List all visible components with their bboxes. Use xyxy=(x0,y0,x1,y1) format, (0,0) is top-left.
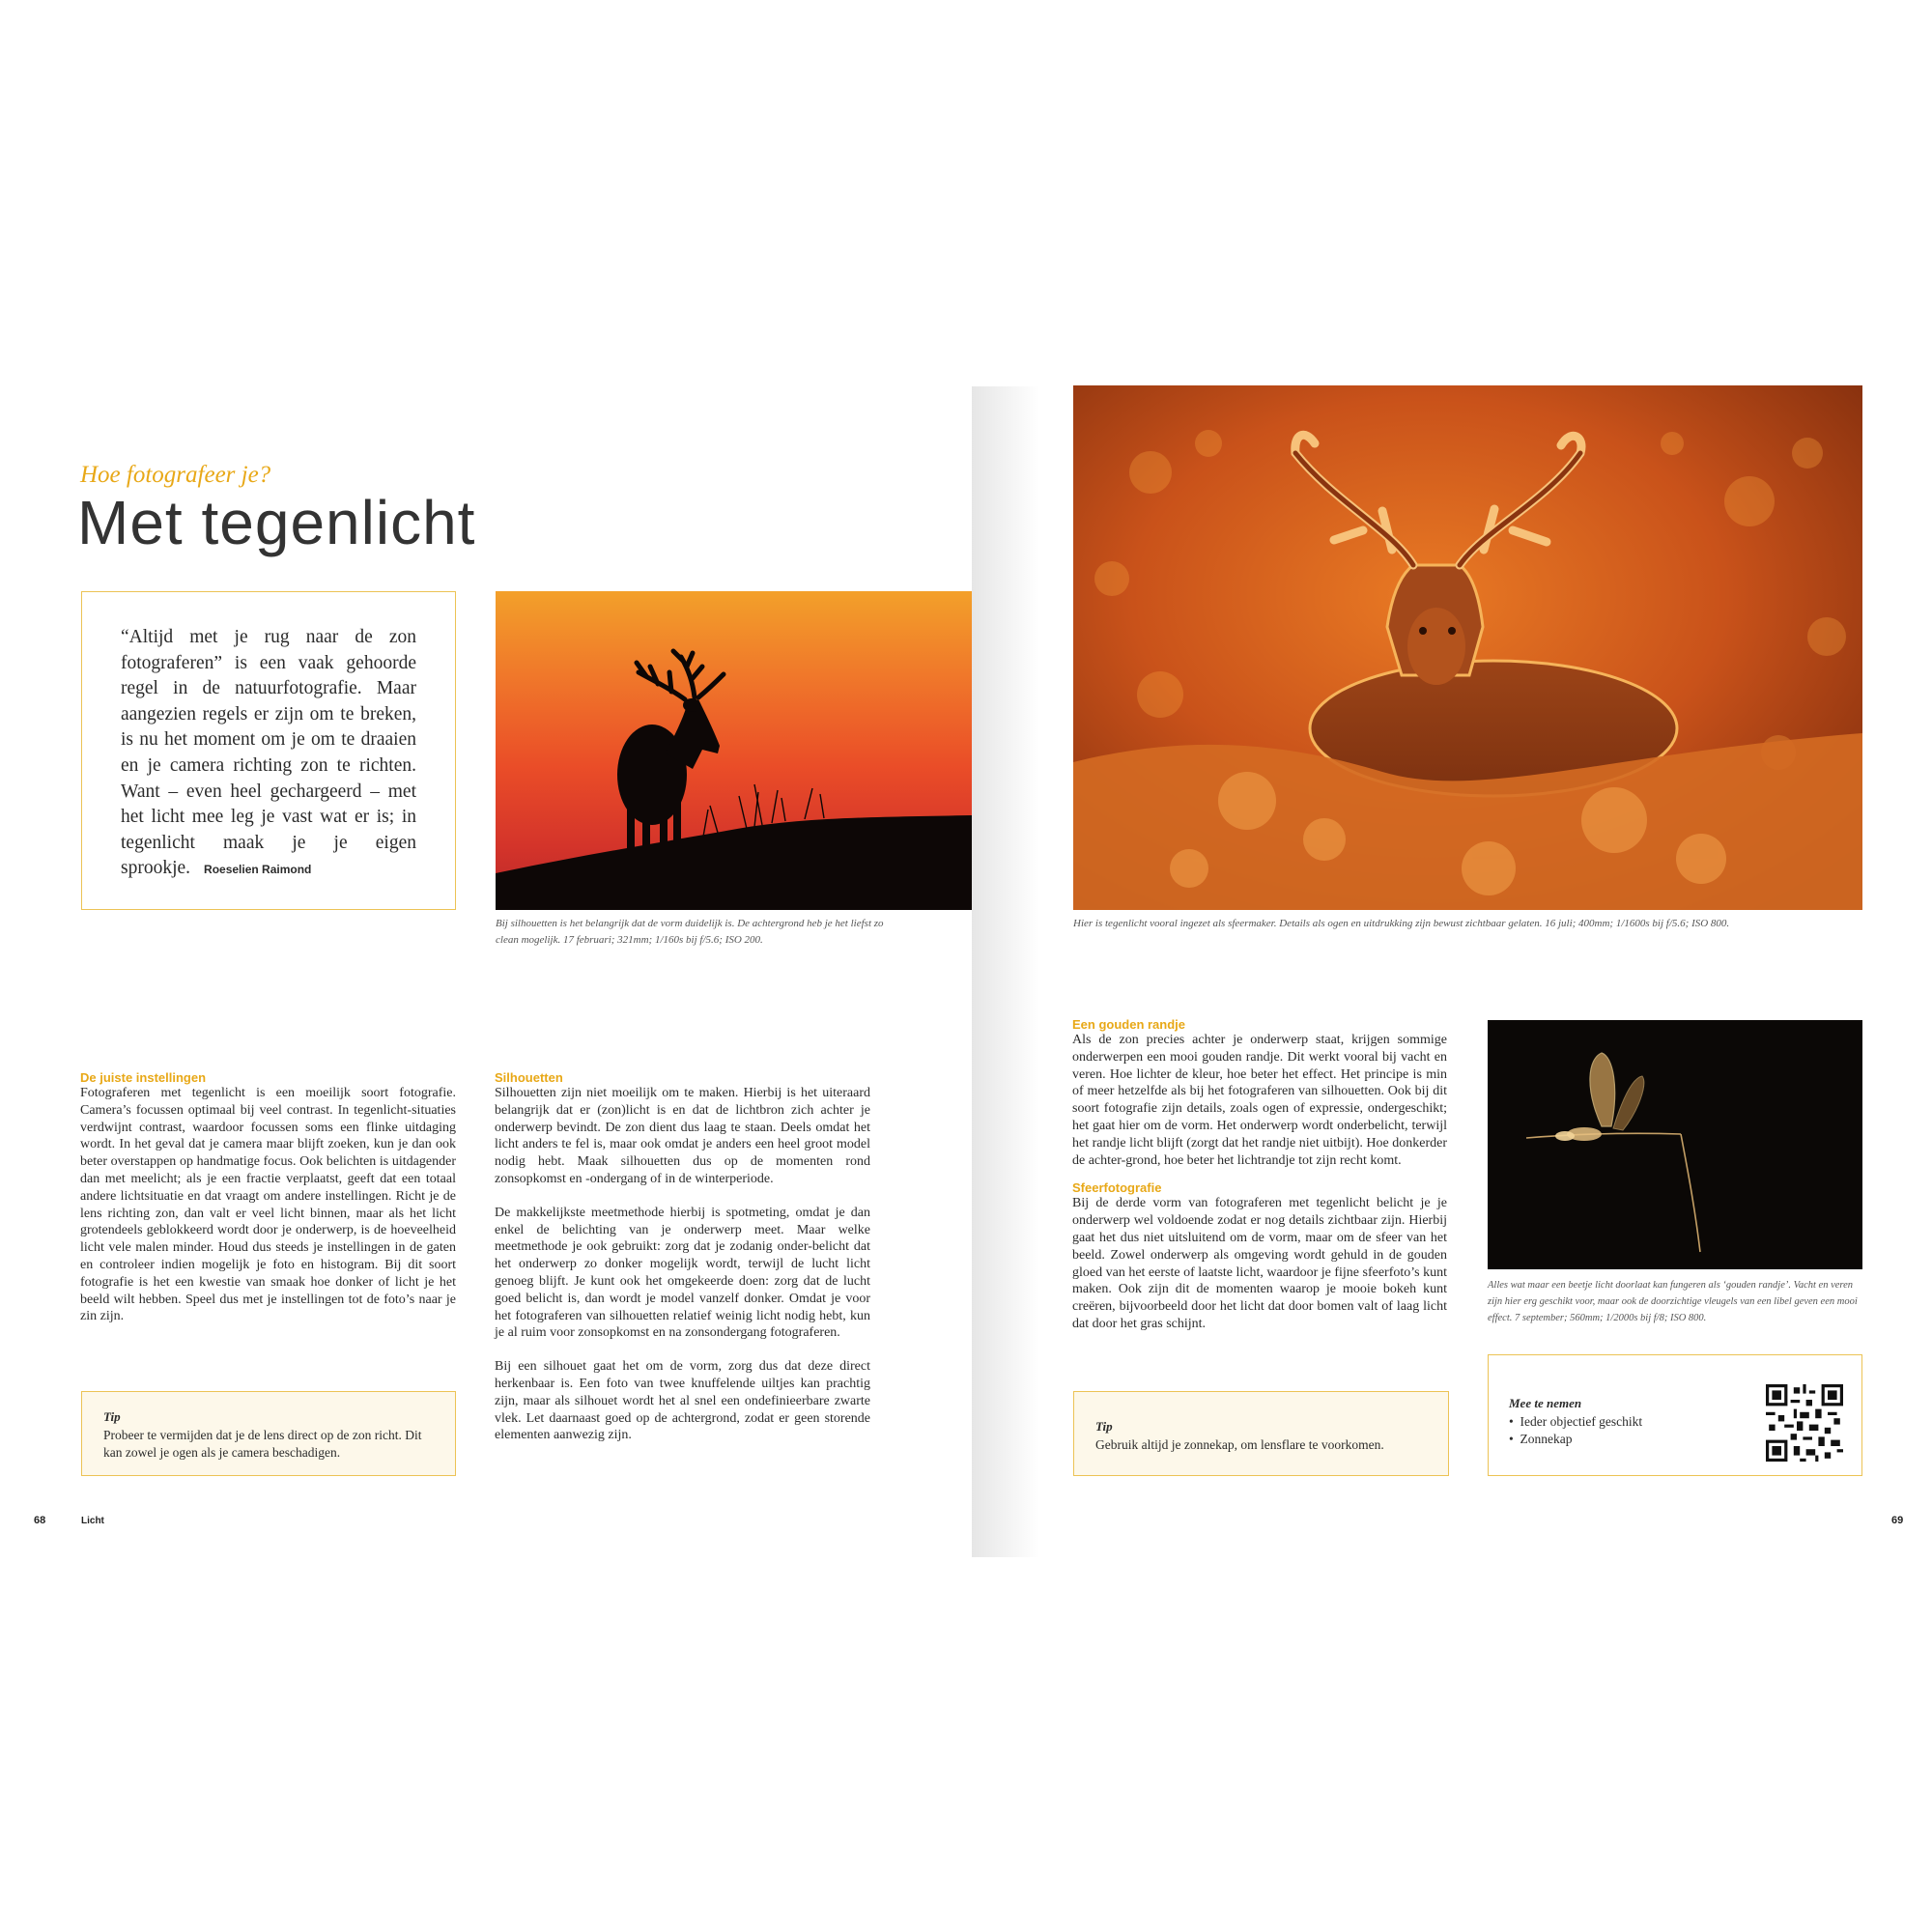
silhouettes-paragraph-1: Silhouetten zijn niet moeilijk om te maken. Hierbij is het uiteraard belangrijk dat er (zon)licht is en dat de lichtbron zich achter je onderwerp bevindt. De zon dient dus laag te staan. Deels omdat het licht anders te fel is, maar ook omdat je anders een heel groot model nodig hebt. Maak silhouetten dus op de momenten rond zonsopkomst en -ondergang of in de winterperiode. xyxy=(495,1086,870,1186)
backlit-photo-caption: Hier is tegenlicht vooral ingezet als sfeermaker. Details als ogen en uitdrukking zijn bewust zichtbaar gelaten. 16 juli; 400mm; 1/1600s bij f/5.6; ISO 800. xyxy=(1073,918,1730,929)
silhouettes-paragraph-2: De makkelijkste meetmethode hierbij is spotmeting, omdat je dan enkel de belichting van je onderwerp meet. Maar welke meetmethode je ook gebruikt: zorg dat je zodanig onder-belicht dat het onderwerp zo donker mogelijk wordt, terwijl de lucht licht genoeg blijft. Je kunt ook het omgekeerde doen: zorg dat de lucht goed belicht is, dan wordt je model vanzelf donker. Omdat je voor het fotograferen van silhouetten relatief weinig licht nodig hebt, kun je al ruim voor zonsopkomst en na zonsondergang fotograferen. xyxy=(495,1205,870,1341)
page-gutter xyxy=(972,386,1039,1557)
column-silhouettes xyxy=(495,1070,870,1461)
heading-golden-rim: Een gouden randje xyxy=(1072,1017,1186,1032)
section-label: Licht xyxy=(81,1516,104,1526)
take-along-title: Mee te nemen xyxy=(1509,1396,1582,1410)
heading-settings: De juiste instellingen xyxy=(80,1070,207,1085)
golden-rim-body xyxy=(1072,1032,1447,1169)
column-settings xyxy=(80,1070,456,1342)
section-kicker: Hoe fotografeer je? xyxy=(80,462,271,488)
tip-box-right xyxy=(1073,1391,1449,1476)
quote xyxy=(121,625,416,883)
backlit-deer-photo xyxy=(1073,385,1862,910)
tip-box-left xyxy=(81,1391,456,1476)
tip-title-right: Tip xyxy=(1095,1419,1113,1434)
settings-paragraph-1: Fotograferen met tegenlicht is een moeilijk soort fotografie. Camera’s focussen optimaal bij veel contrast. In tegenlicht-situaties verdwijnt contrast, waardoor focussen soms een flinke uitdaging wordt. In het geval dat je camera maar blijft zoeken, kun je dan ook beter overstappen op handmatige focus. Ook belichten is uitdagender dan met meelicht; als je een fractie verplaatst, geeft dat een totaal andere lichtsituatie en dat vraagt om andere instellingen. Richt je de lens richting zon, dan valt er veel licht binnen, maar als het licht grotendeels geblokkeerd wordt door je onderwerp, is de hoeveelheid licht vele malen minder. Houd dus steeds je instellingen in de gaten en controleer indien mogelijk je foto en histogram. Bij dit soort fotografie is het een kwestie van smaak hoe donker of licht je het beeld wilt hebben. Speel dus met je instellingen tot de foto’s naar je zin zijn. xyxy=(80,1086,456,1324)
list-item: • Ieder objectief geschikt xyxy=(1509,1414,1643,1429)
silhouette-deer-photo xyxy=(496,591,972,910)
qr-code[interactable] xyxy=(1766,1384,1843,1462)
page-number-left: 68 xyxy=(34,1515,46,1526)
heading-atmosphere: Sfeerfotografie xyxy=(1072,1180,1162,1196)
quote-author: Roeselien Raimond xyxy=(204,863,312,877)
page-number-right: 69 xyxy=(1891,1515,1904,1526)
dragonfly-photo xyxy=(1488,1020,1862,1269)
tip-text-right: Gebruik altijd je zonnekap, om lensflare te voorkomen. xyxy=(1095,1437,1384,1452)
quote-text: “Altijd met je rug naar de zon fotograferen” is een vaak gehoorde regel in de natuurfotografie. Maar aangezien regels er zijn om te breken, is nu het moment om je om te draaien en je camera richting zon te richten. Want – even heel gechargeerd – met het licht mee leg je vast wat er is; in tegenlicht maak je je eigen sprookje. xyxy=(121,627,416,879)
list-item: • Zonnekap xyxy=(1509,1431,1573,1446)
silhouette-photo-caption: Bij silhouetten is het belangrijk dat de vorm duidelijk is. De achtergrond heb je het liefst zo clean mogelijk. 17 februari; 321mm; 1/160s bij f/5.6; ISO 200. xyxy=(496,918,884,946)
golden-rim-paragraph: Als de zon precies achter je onderwerp staat, krijgen sommige onderwerpen een mooi gouden randje. Dit werkt vooral bij vacht en veren. Hoe lichter de kleur, hoe beter het effect. Het principe is min of meer hetzelfde als bij het fotograferen van silhouetten. Ook bij dit soort fotografie zijn details, zoals ogen of expressie, ondergeschikt; het gaat hier om de vorm. Het onderwerp wordt onderbelicht, terwijl het randje licht blijft (zorgt dat het randje niet uitbijt). Hoe donkerder de achter-grond, hoe beter het lichtrandje tot zijn recht komt. xyxy=(1072,1033,1447,1168)
silhouettes-body xyxy=(495,1085,870,1444)
take-along-box xyxy=(1488,1354,1862,1476)
atmosphere-body xyxy=(1072,1195,1447,1332)
tip-text-left: Probeer te vermijden dat je de lens direct op de zon richt. Dit kan zowel je ogen als je camera beschadigen. xyxy=(103,1428,422,1460)
dragonfly-photo-caption: Alles wat maar een beetje licht doorlaat kan fungeren als ‘gouden randje’. Vacht en veren zijn hier erg geschikt voor, maar ook de doorzichtige vleugels van een libel geven een mooi effect. 7 september; 560mm; 1/2000s bij f/8; ISO 800. xyxy=(1488,1280,1858,1323)
quote-box xyxy=(81,591,456,910)
take-along-list xyxy=(1509,1413,1741,1447)
atmosphere-paragraph: Bij de derde vorm van fotograferen met tegenlicht belicht je je onderwerp wel voldoende zodat er nog details zichtbaar zijn. Hierbij gaat het dus niet uitsluitend om de vorm, maar om de sfeer van het beeld. Zowel onderwerp als omgeving wordt gehuld in de gouden gloed van het eerste of laatste licht, waardoor je fijne sfeerfoto’s kunt maken. Ook zijn dit de momenten waarop je mooie bokeh kunt creëren, bijvoorbeeld door het licht dat door bomen valt of laag licht dat door het gras schijnt. xyxy=(1072,1196,1447,1331)
silhouettes-paragraph-3: Bij een silhouet gaat het om de vorm, zorg dus dat deze direct herkenbaar is. Een foto van twee knuffelende uiltjes kan prachtig zijn, maar als silhouet wordt het al snel een ondefinieerbare zwarte vlek. Let daarnaast goed op de achtergrond, zodat er geen storende elementen aanwezig zijn. xyxy=(495,1359,870,1443)
column-golden-rim xyxy=(1072,1017,1447,1350)
page-title: Met tegenlicht xyxy=(77,488,476,557)
tip-title-left: Tip xyxy=(103,1409,121,1424)
settings-body xyxy=(80,1085,456,1325)
heading-silhouettes: Silhouetten xyxy=(495,1070,563,1085)
